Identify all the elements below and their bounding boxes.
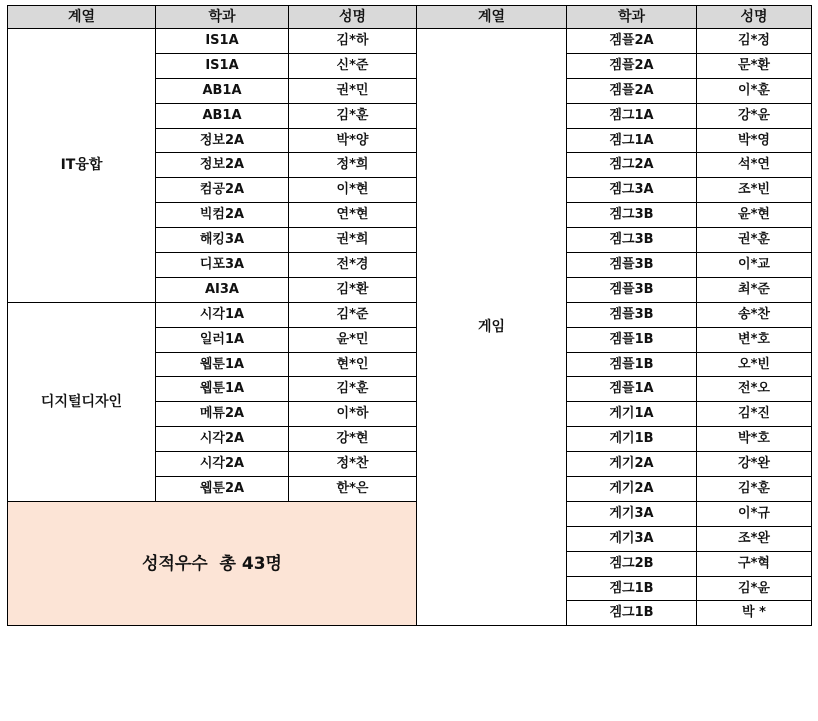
dept-cell: 게기2A bbox=[567, 452, 697, 477]
student-name-cell: 윤*현 bbox=[697, 203, 812, 228]
student-name-cell: 박*양 bbox=[289, 128, 417, 153]
student-name-cell: 김*하 bbox=[289, 29, 417, 54]
student-name-cell: 김*훈 bbox=[289, 103, 417, 128]
student-name-cell: 김*진 bbox=[697, 402, 812, 427]
dept-cell: AB1A bbox=[156, 103, 289, 128]
student-name-cell: 강*윤 bbox=[697, 103, 812, 128]
dept-cell: 겜플1A bbox=[567, 377, 697, 402]
student-name-cell: 송*찬 bbox=[697, 302, 812, 327]
dept-cell: IS1A bbox=[156, 29, 289, 54]
student-name-cell: 오*빈 bbox=[697, 352, 812, 377]
dept-cell: 겜그3A bbox=[567, 178, 697, 203]
header-division-right: 계열 bbox=[417, 6, 567, 29]
student-name-cell: 전*오 bbox=[697, 377, 812, 402]
division-cell: IT융합 bbox=[8, 29, 156, 303]
header-dept-left: 학과 bbox=[156, 6, 289, 29]
dept-cell: 컴공2A bbox=[156, 178, 289, 203]
header-student-left: 성명 bbox=[289, 6, 417, 29]
dept-cell: 웹툰1A bbox=[156, 377, 289, 402]
student-name-cell: 김*윤 bbox=[697, 576, 812, 601]
dept-cell: 겜플1B bbox=[567, 327, 697, 352]
dept-cell: 빅컴2A bbox=[156, 203, 289, 228]
dept-cell: 겜플2A bbox=[567, 53, 697, 78]
dept-cell: 일러1A bbox=[156, 327, 289, 352]
dept-cell: 겜플2A bbox=[567, 29, 697, 54]
table-body bbox=[8, 29, 812, 626]
dept-cell: 시각1A bbox=[156, 302, 289, 327]
dept-cell: 겜플3B bbox=[567, 277, 697, 302]
student-name-cell: 김*환 bbox=[289, 277, 417, 302]
dept-cell: 겜그1A bbox=[567, 103, 697, 128]
honor-roll-table bbox=[7, 5, 812, 626]
division-cell: 게임 bbox=[417, 29, 567, 626]
student-name-cell: 이*교 bbox=[697, 253, 812, 278]
dept-cell: 게기1A bbox=[567, 402, 697, 427]
student-name-cell: 조*빈 bbox=[697, 178, 812, 203]
dept-cell: 시각2A bbox=[156, 452, 289, 477]
student-name-cell: 이*훈 bbox=[697, 78, 812, 103]
student-name-cell: 정*찬 bbox=[289, 452, 417, 477]
dept-cell: 겜그2B bbox=[567, 551, 697, 576]
student-name-cell: 신*준 bbox=[289, 53, 417, 78]
student-name-cell: 박 * bbox=[697, 601, 812, 626]
student-name-cell: 구*혁 bbox=[697, 551, 812, 576]
header-row bbox=[8, 6, 812, 29]
dept-cell: 겜플2A bbox=[567, 78, 697, 103]
student-name-cell: 현*인 bbox=[289, 352, 417, 377]
dept-cell: 겜그1A bbox=[567, 128, 697, 153]
dept-cell: 정보2A bbox=[156, 128, 289, 153]
student-name-cell: 김*훈 bbox=[697, 477, 812, 502]
dept-cell: 해킹3A bbox=[156, 228, 289, 253]
dept-cell: 게기2A bbox=[567, 477, 697, 502]
division-cell: 디지털디자인 bbox=[8, 302, 156, 501]
dept-cell: 게기3A bbox=[567, 501, 697, 526]
dept-cell: AI3A bbox=[156, 277, 289, 302]
student-name-cell: 한*은 bbox=[289, 477, 417, 502]
student-name-cell: 강*현 bbox=[289, 427, 417, 452]
table-row bbox=[8, 302, 812, 327]
dept-cell: 겜그1B bbox=[567, 576, 697, 601]
student-name-cell: 권*희 bbox=[289, 228, 417, 253]
table-row bbox=[8, 501, 812, 526]
student-name-cell: 문*환 bbox=[697, 53, 812, 78]
student-name-cell: 김*준 bbox=[289, 302, 417, 327]
dept-cell: AB1A bbox=[156, 78, 289, 103]
header-dept-right: 학과 bbox=[567, 6, 697, 29]
dept-cell: 겜그3B bbox=[567, 203, 697, 228]
student-name-cell: 강*완 bbox=[697, 452, 812, 477]
student-name-cell: 연*현 bbox=[289, 203, 417, 228]
student-name-cell: 전*경 bbox=[289, 253, 417, 278]
dept-cell: 메튜2A bbox=[156, 402, 289, 427]
student-name-cell: 권*민 bbox=[289, 78, 417, 103]
student-name-cell: 이*규 bbox=[697, 501, 812, 526]
dept-cell: 정보2A bbox=[156, 153, 289, 178]
dept-cell: 겜그2A bbox=[567, 153, 697, 178]
dept-cell: 게기3A bbox=[567, 526, 697, 551]
student-name-cell: 박*호 bbox=[697, 427, 812, 452]
dept-cell: IS1A bbox=[156, 53, 289, 78]
summary-cell: 성적우수 총 43명 bbox=[8, 501, 417, 625]
student-name-cell: 최*준 bbox=[697, 277, 812, 302]
student-name-cell: 박*영 bbox=[697, 128, 812, 153]
student-name-cell: 정*희 bbox=[289, 153, 417, 178]
student-name-cell: 권*훈 bbox=[697, 228, 812, 253]
dept-cell: 겜그1B bbox=[567, 601, 697, 626]
student-name-cell: 김*정 bbox=[697, 29, 812, 54]
header-student-right: 성명 bbox=[697, 6, 812, 29]
dept-cell: 겜플1B bbox=[567, 352, 697, 377]
student-name-cell: 윤*민 bbox=[289, 327, 417, 352]
dept-cell: 게기1B bbox=[567, 427, 697, 452]
student-name-cell: 변*호 bbox=[697, 327, 812, 352]
dept-cell: 디포3A bbox=[156, 253, 289, 278]
dept-cell: 웹툰2A bbox=[156, 477, 289, 502]
student-name-cell: 석*연 bbox=[697, 153, 812, 178]
student-name-cell: 조*완 bbox=[697, 526, 812, 551]
dept-cell: 시각2A bbox=[156, 427, 289, 452]
dept-cell: 겜플3B bbox=[567, 302, 697, 327]
table-row bbox=[8, 29, 812, 54]
dept-cell: 겜플3B bbox=[567, 253, 697, 278]
student-name-cell: 이*하 bbox=[289, 402, 417, 427]
student-name-cell: 이*현 bbox=[289, 178, 417, 203]
honor-roll-table-container bbox=[7, 5, 812, 626]
header-division-left: 계열 bbox=[8, 6, 156, 29]
dept-cell: 겜그3B bbox=[567, 228, 697, 253]
student-name-cell: 김*훈 bbox=[289, 377, 417, 402]
dept-cell: 웹툰1A bbox=[156, 352, 289, 377]
